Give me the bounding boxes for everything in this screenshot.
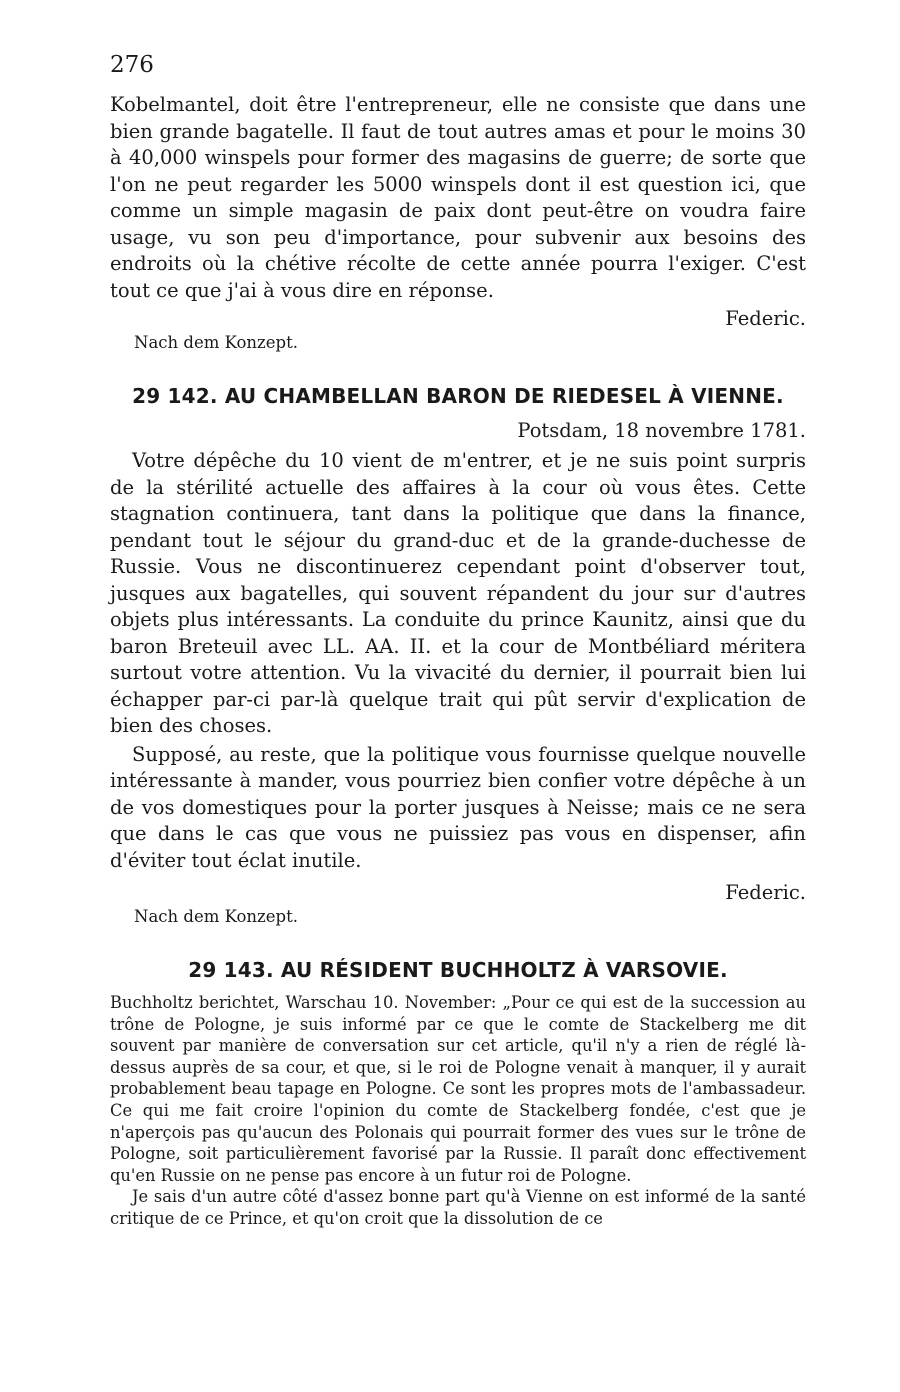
letter-29142 <box>110 384 806 928</box>
letter-29142-paragraph-1: Votre dépêche du 10 vient de m'entrer, et je ne suis point surpris de la stérilité actuelle des affaires à la cour où vous êtes. Cette stagnation continuera, tant dans la politique que dans la finance, pendant tout le séjour du grand-duc et de la grande-duchesse de Russie. Vous ne discontinuerez cependant point d'observer tout, jusques aux bagatelles, qui souvent répandent du jour sur d'autres objets plus intéressants. La conduite du prince Kaunitz, ainsi que du baron Breteuil avec LL. AA. II. et la cour de Montbéliard méritera surtout votre attention. Vu la vivacité du dernier, il pourrait bien lui échapper par-ci par-là quelque trait qui pût servir d'explication de bien des choses. <box>110 449 806 737</box>
letter-29142-source-note: Nach dem Konzept. <box>134 907 298 926</box>
letter-29142-dateline: Potsdam, 18 novembre 1781. <box>517 419 806 442</box>
letter-29142-title: 29 142. AU CHAMBELLAN BARON DE RIEDESEL À VIENNE. <box>132 384 784 408</box>
book-page <box>110 40 806 1230</box>
opening-paragraph: Kobelmantel, doit être l'entrepreneur, elle ne consiste que dans une bien grande bagatelle. Il faut de tout autres amas et pour le moins 30 à 40,000 winspels pour former des magasins de guerre; de sorte que l'on ne peut regarder les 5000 winspels dont il est question ici, que comme un simple magasin de paix dont peut-être on voudra faire usage, vu son peu d'importance, pour subvenir aux besoins des endroits où la chétive récolte de cette année pourra l'exiger. C'est tout ce que j'ai à vous dire en réponse. <box>110 93 806 302</box>
opening-signature: Federic. <box>725 307 806 330</box>
opening-section <box>110 92 806 354</box>
opening-source-note: Nach dem Konzept. <box>134 333 298 352</box>
letter-29143 <box>110 958 806 1230</box>
letter-29142-signature: Federic. <box>725 881 806 904</box>
letter-29143-report-paragraph-2: Je sais d'un autre côté d'assez bonne part qu'à Vienne on est informé de la santé critique de ce Prince, et qu'on croit que la dissolution de ce <box>110 1187 806 1228</box>
letter-29143-report-paragraph: Buchholtz berichtet, Warschau 10. November: „Pour ce qui est de la succession au trône de Pologne, je suis informé par ce que le comte de Stackelberg me dit souvent par manière de conversation sur cet article, qu'il n'y a rien de réglé là-dessus auprès de sa cour, et que, si le roi de Pologne venait à manquer, il y aurait probablement beau tapage en Pologne. Ce sont les propres mots de l'ambassadeur. Ce qui me fait croire l'opinion du comte de Stackelberg fondée, c'est que je n'aperçois pas qu'aucun des Polonais qui pourrait former des vues sur le trône de Pologne, soit particulièrement favorisé par la Russie. Il paraît donc effectivement qu'en Russie on ne pense pas encore à un futur roi de Pologne. <box>110 993 806 1185</box>
letter-29142-paragraph-2: Supposé, au reste, que la politique vous fournisse quelque nouvelle intéressante à mander, vous pourriez bien confier votre dépêche à un de vos domestiques pour la porter jusques à Neisse; mais ce ne sera que dans le cas que vous ne puissiez pas vous en dispenser, afin d'éviter tout éclat inutile. <box>110 742 806 872</box>
letter-29143-title: 29 143. AU RÉSIDENT BUCHHOLTZ À VARSOVIE. <box>188 958 728 982</box>
page-number: 276 <box>110 52 154 78</box>
